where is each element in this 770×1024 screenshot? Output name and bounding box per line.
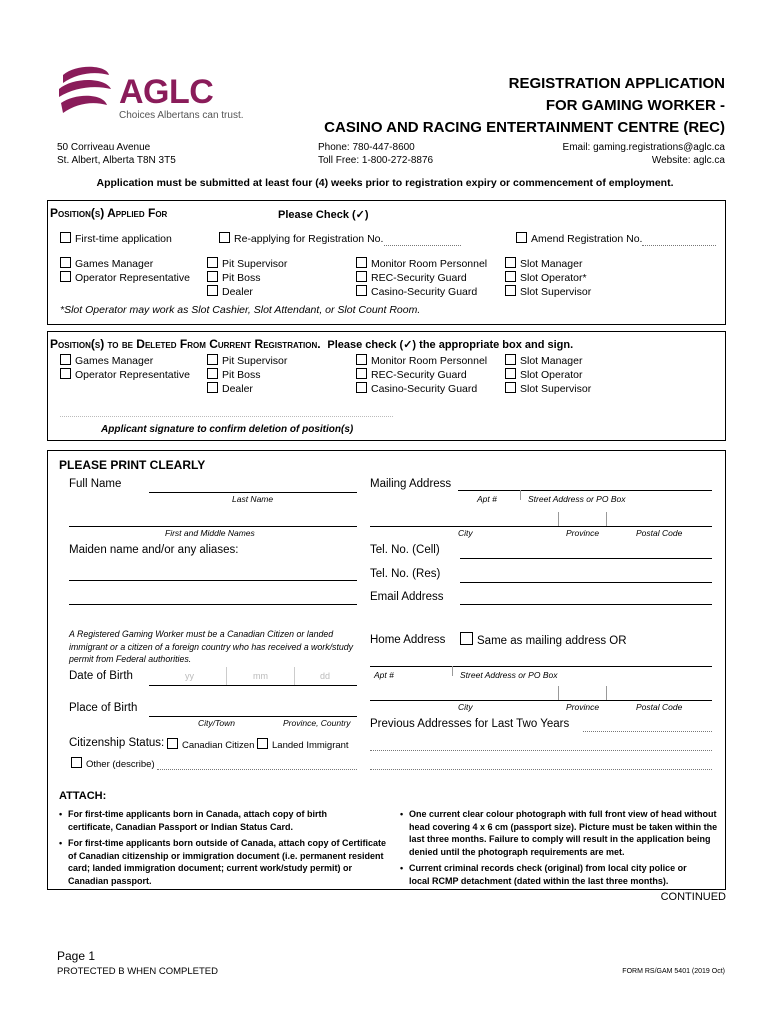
mailing-postal-caption: Postal Code (636, 528, 683, 538)
delete-casino-security-checkbox[interactable] (356, 382, 477, 395)
delete-pit-supervisor-checkbox[interactable] (207, 354, 287, 367)
place-of-birth-label: Place of Birth (69, 702, 138, 714)
delete-pit-boss-label: Pit Boss (222, 369, 261, 381)
dob-yy: yy (185, 671, 194, 681)
print-clearly-heading: PLEASE PRINT CLEARLY (59, 458, 206, 472)
date-of-birth-label: Date of Birth (69, 670, 133, 682)
positions-applied-section (47, 200, 726, 325)
amend-checkbox[interactable] (516, 232, 642, 245)
delete-slot-supervisor-label: Slot Supervisor (520, 383, 592, 395)
dob-field[interactable] (149, 685, 357, 686)
last-name-caption: Last Name (232, 494, 274, 504)
delete-slot-operator-label: Slot Operator (520, 369, 583, 381)
amend-label: Amend Registration No. (531, 233, 643, 245)
mailing-apt-divider (520, 490, 521, 500)
email-address-label: Email Address (370, 591, 444, 603)
apply-casino-security-checkbox[interactable] (356, 285, 477, 298)
delete-dealer-checkbox[interactable] (207, 382, 253, 395)
previous-address-field-2[interactable] (370, 769, 712, 770)
apply-slot-supervisor-checkbox[interactable] (505, 285, 591, 298)
first-time-checkbox[interactable] (60, 232, 172, 245)
delete-games-manager-label: Games Manager (75, 355, 154, 367)
delete-operator-rep-label: Operator Representative (75, 369, 190, 381)
mailing-prov-divider (606, 512, 607, 526)
apply-games-manager-checkbox[interactable] (60, 257, 153, 270)
delete-operator-rep-checkbox[interactable] (60, 368, 190, 381)
page-number: Page 1 (57, 949, 96, 963)
last-name-field[interactable] (149, 492, 357, 493)
attach-right-item-1: • Current criminal records check (original) from local city police or local RCMP detachment (dated within the last three months). (409, 862, 709, 887)
please-check-label: Please Check (✓) (278, 209, 369, 221)
agency-phone (318, 141, 433, 167)
title-line-3: CASINO AND RACING ENTERTAINMENT CENTRE (REC) (324, 119, 725, 136)
apply-pit-supervisor-checkbox[interactable] (207, 257, 287, 270)
home-apt-divider (452, 666, 453, 676)
title-line-2: FOR GAMING WORKER - (545, 97, 725, 114)
reapplying-label: Re-applying for Registration No. (234, 233, 384, 245)
apply-slot-manager-label: Slot Manager (520, 258, 583, 270)
first-middle-name-field[interactable] (69, 526, 357, 527)
mailing-apt-caption: Apt # (477, 494, 497, 504)
mailing-city-field[interactable] (370, 526, 712, 527)
apply-rec-security-label: REC-Security Guard (371, 272, 467, 284)
apply-slot-supervisor-label: Slot Supervisor (520, 286, 592, 298)
apply-operator-rep-checkbox[interactable] (60, 271, 190, 284)
apply-monitor-room-label: Monitor Room Personnel (371, 258, 488, 270)
positions-deleted-heading (50, 337, 573, 351)
full-name-label: Full Name (69, 478, 122, 490)
deletion-signature-field[interactable] (60, 416, 393, 417)
city-town-caption: City/Town (198, 718, 236, 728)
deletion-signature-caption: Applicant signature to confirm deletion of position(s) (101, 424, 354, 435)
apply-operator-rep-label: Operator Representative (75, 272, 190, 284)
apply-pit-supervisor-label: Pit Supervisor (222, 258, 288, 270)
maiden-name-label: Maiden name and/or any aliases: (69, 544, 239, 556)
apply-casino-security-label: Casino-Security Guard (371, 286, 478, 298)
home-address-label: Home Address (370, 634, 446, 646)
alias-field-2[interactable] (69, 604, 357, 605)
landed-immigrant-checkbox[interactable] (257, 738, 349, 751)
delete-monitor-room-label: Monitor Room Personnel (371, 355, 488, 367)
positions-deleted-title: Position(s) to be Deleted From Current Registration. (50, 337, 321, 351)
address-line-1: 50 Corriveau Avenue (57, 142, 151, 153)
agency-contact (563, 141, 725, 167)
delete-slot-manager-label: Slot Manager (520, 355, 583, 367)
mailing-street-caption: Street Address or PO Box (528, 494, 626, 504)
mailing-city-divider (558, 512, 559, 526)
citizenship-note: A Registered Gaming Worker must be a Canadian Citizen or landed immigrant or a citizen of a foreign country who has received a work/study permit from Federal authorities. (69, 629, 354, 664)
attach-left-item-0: • For first-time applicants born in Canada, attach copy of birth certificate, Canadian Passport or Indian Status Card. (68, 808, 368, 833)
tel-res-field[interactable] (460, 582, 712, 583)
protected-notice: PROTECTED B WHEN COMPLETED (57, 966, 218, 977)
contact-website: Website: aglc.ca (651, 155, 725, 166)
reapplying-number-field[interactable] (384, 245, 461, 246)
delete-casino-security-label: Casino-Security Guard (371, 383, 478, 395)
aglc-logo (55, 63, 255, 123)
alias-field-1[interactable] (69, 580, 357, 581)
same-as-mailing-label: Same as mailing address OR (477, 635, 627, 647)
attach-right-item-0: • One current clear colour photograph with full front view of head without head covering 4 x 6 cm (passport size). Picture must be taken within the last three months. Failure to comply will result in the application being denied until the photograph requirements are met. (409, 808, 719, 858)
positions-deleted-instruction: Please check (✓) the appropriate box and sign. (327, 339, 574, 351)
home-street-caption: Street Address or PO Box (460, 670, 558, 680)
tel-cell-label: Tel. No. (Cell) (370, 544, 440, 556)
mailing-address-label: Mailing Address (370, 478, 452, 490)
positions-applied-title: Position(s) Applied For (50, 206, 168, 220)
delete-pit-supervisor-label: Pit Supervisor (222, 355, 288, 367)
apply-pit-boss-label: Pit Boss (222, 272, 261, 284)
citizenship-status-label: Citizenship Status: (69, 737, 165, 749)
canadian-citizen-label: Canadian Citizen (182, 740, 255, 751)
delete-rec-security-label: REC-Security Guard (371, 369, 467, 381)
landed-immigrant-label: Landed Immigrant (272, 740, 349, 751)
mailing-city-caption: City (458, 528, 473, 538)
reapplying-checkbox[interactable] (219, 232, 383, 245)
home-apt-caption: Apt # (374, 670, 394, 680)
home-postal-caption: Postal Code (636, 702, 683, 712)
apply-slot-operator-checkbox[interactable] (505, 271, 587, 284)
apply-rec-security-checkbox[interactable] (356, 271, 467, 284)
attach-heading: ATTACH: (59, 790, 107, 802)
address-line-2: St. Albert, Alberta T8N 3T5 (57, 155, 176, 166)
aglc-swoosh-icon (55, 63, 115, 121)
logo-wordmark: AGLC (119, 73, 214, 111)
phone-number: Phone: 780-447-8600 (318, 142, 415, 153)
home-city-divider (558, 686, 559, 700)
delete-pit-boss-checkbox[interactable] (207, 368, 261, 381)
submission-notice: Application must be submitted at least four (4) weeks prior to registration expiry or commencement of employment. (96, 177, 674, 189)
attach-left-item-1: • For first-time applicants born outside of Canada, attach copy of Certificate of Canadian citizenship or immigration document (i.e. permanent resident card; landed immigration document; current work/study permit) or Canadian passport. (68, 837, 395, 887)
apply-monitor-room-checkbox[interactable] (356, 257, 487, 270)
mailing-province-caption: Province (566, 528, 600, 538)
mailing-street-field[interactable] (458, 490, 712, 491)
apply-slot-manager-checkbox[interactable] (505, 257, 582, 270)
first-time-label: First-time application (75, 233, 172, 245)
form-title (305, 73, 725, 139)
other-citizenship-label: Other (describe) (86, 759, 155, 770)
apply-games-manager-label: Games Manager (75, 258, 154, 270)
positions-deleted-section (47, 331, 726, 441)
other-citizenship-checkbox[interactable] (71, 757, 155, 770)
form-number: FORM RS/GAM 5401 (2019 Oct) (622, 968, 725, 975)
other-describe-field[interactable] (157, 769, 357, 770)
same-as-mailing-checkbox[interactable] (460, 632, 627, 647)
canadian-citizen-checkbox[interactable] (167, 738, 254, 751)
contact-email: Email: gaming.registrations@aglc.ca (562, 142, 725, 153)
previous-address-field-1[interactable] (370, 750, 712, 751)
dob-dd: dd (320, 671, 331, 681)
delete-rec-security-checkbox[interactable] (356, 368, 467, 381)
apply-dealer-checkbox[interactable] (207, 285, 253, 298)
continued-label: CONTINUED (660, 891, 726, 903)
apply-pit-boss-checkbox[interactable] (207, 271, 261, 284)
place-of-birth-field[interactable] (149, 716, 357, 717)
email-address-field[interactable] (460, 604, 712, 605)
tel-res-label: Tel. No. (Res) (370, 568, 441, 580)
home-city-field[interactable] (370, 700, 712, 701)
slot-operator-footnote: *Slot Operator may work as Slot Cashier, Slot Attendant, or Slot Count Room. (60, 304, 421, 316)
delete-slot-supervisor-checkbox[interactable] (505, 382, 591, 395)
home-province-caption: Province (566, 702, 600, 712)
delete-dealer-label: Dealer (222, 383, 253, 395)
dob-divider-2 (294, 667, 295, 685)
tel-cell-field[interactable] (460, 558, 712, 559)
home-city-caption: City (458, 702, 473, 712)
delete-slot-manager-checkbox[interactable] (505, 354, 582, 367)
first-middle-caption: First and Middle Names (165, 528, 255, 538)
tollfree-number: Toll Free: 1-800-272-8876 (318, 155, 434, 166)
amend-number-field[interactable] (642, 245, 716, 246)
previous-addresses-label: Previous Addresses for Last Two Years (370, 718, 570, 730)
dob-divider-1 (226, 667, 227, 685)
delete-monitor-room-checkbox[interactable] (356, 354, 487, 367)
title-line-1: REGISTRATION APPLICATION (508, 75, 725, 92)
home-street-field[interactable] (370, 666, 712, 667)
home-prov-divider (606, 686, 607, 700)
delete-games-manager-checkbox[interactable] (60, 354, 153, 367)
logo-tagline: Choices Albertans can trust. (119, 110, 244, 121)
apply-dealer-label: Dealer (222, 286, 253, 298)
previous-address-field-0[interactable] (583, 731, 712, 732)
province-country-caption: Province, Country (283, 718, 351, 728)
delete-slot-operator-checkbox[interactable] (505, 368, 582, 381)
apply-slot-operator-label: Slot Operator* (520, 272, 587, 284)
agency-address (57, 141, 176, 167)
dob-mm: mm (253, 671, 268, 681)
